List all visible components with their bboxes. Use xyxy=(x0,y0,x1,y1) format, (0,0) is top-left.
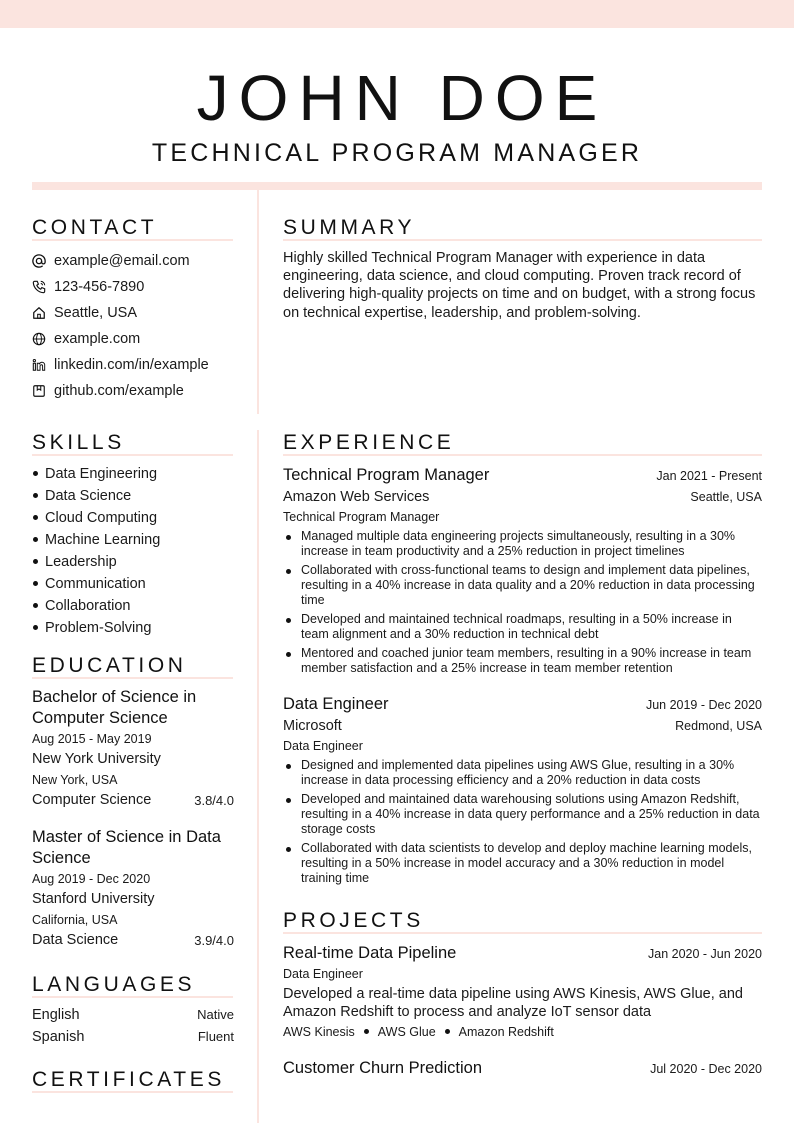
skill-label: Problem-Solving xyxy=(45,620,152,636)
contact-list xyxy=(32,248,242,404)
home-icon xyxy=(32,306,54,320)
skills-section-rule xyxy=(32,454,233,456)
bullet-icon xyxy=(33,471,38,476)
skill-item xyxy=(32,595,242,617)
skill-label: Data Engineering xyxy=(45,466,158,482)
skills-section-title: SKILLS xyxy=(32,431,125,454)
language-name: English xyxy=(32,1007,80,1023)
project-tag: Amazon Redshift xyxy=(458,1025,554,1039)
education-field: Data Science xyxy=(32,932,119,948)
skill-item xyxy=(32,573,242,595)
top-accent-band xyxy=(0,0,794,28)
job-company: Microsoft xyxy=(283,718,342,734)
contact-github-text: github.com/example xyxy=(54,383,184,399)
projects-section-title: PROJECTS xyxy=(283,909,424,932)
skill-label: Cloud Computing xyxy=(45,510,158,526)
summary-section-rule xyxy=(283,239,762,241)
education-degree: Bachelor of Science in Computer Science xyxy=(32,688,197,727)
skill-item xyxy=(32,485,242,507)
project-description: Developed a real-time data pipeline using AWS Kinesis, AWS Glue, and Amazon Redshift to process and analyze IoT sensor data xyxy=(283,986,743,1020)
education-degree: Master of Science in Data Science xyxy=(32,828,221,867)
project-tag: AWS Glue xyxy=(377,1025,436,1039)
skill-item xyxy=(32,617,242,639)
job-dates: Jan 2021 - Present xyxy=(656,469,762,483)
education-gpa: 3.8/4.0 xyxy=(194,793,234,808)
skill-label: Communication xyxy=(45,576,146,592)
summary-section-title: SUMMARY xyxy=(283,216,416,239)
skill-label: Data Science xyxy=(45,488,132,504)
skills-list xyxy=(32,463,242,639)
bullet-icon xyxy=(33,603,38,608)
contact-email-text: example@email.com xyxy=(54,253,190,269)
skill-item xyxy=(32,551,242,573)
project-entry xyxy=(283,942,762,1042)
education-field-row xyxy=(32,790,234,811)
language-level: Fluent xyxy=(197,1029,234,1044)
language-item xyxy=(32,1026,234,1048)
contact-phone[interactable] xyxy=(32,274,242,300)
education-entry xyxy=(32,827,234,951)
column-divider-bottom xyxy=(257,430,259,1123)
job-bullet: Mentored and coached junior team members, resulting in a 90% increase in team member satisfaction and a 25% increase in team member retention xyxy=(283,646,762,676)
bullet-icon xyxy=(445,1029,450,1034)
education-section-rule xyxy=(32,677,233,679)
education-school: New York University xyxy=(32,751,161,767)
experience-entry xyxy=(283,464,762,679)
experience-entry xyxy=(283,693,762,890)
job-bullet: Collaborated with data scientists to develop and deploy machine learning models, resulting in a 50% increase in model accuracy and a 30% reduction in model training time xyxy=(283,841,762,887)
job-bullets xyxy=(283,758,762,886)
education-gpa: 3.9/4.0 xyxy=(194,933,234,948)
project-dates: Jan 2020 - Jun 2020 xyxy=(648,947,762,961)
experience-section-title: EXPERIENCE xyxy=(283,431,455,454)
language-name: Spanish xyxy=(32,1029,85,1045)
project-title: Customer Churn Prediction xyxy=(283,1059,482,1077)
contact-location xyxy=(32,300,242,326)
bullet-icon xyxy=(33,493,38,498)
project-dates: Jul 2020 - Dec 2020 xyxy=(650,1062,762,1076)
contact-section-title: CONTACT xyxy=(32,216,158,239)
job-company: Amazon Web Services xyxy=(283,489,430,505)
project-tag: AWS Kinesis xyxy=(283,1025,355,1039)
job-bullet: Managed multiple data engineering projects simultaneously, resulting in a 30% increase in team productivity and a 25% reduction in project timelines xyxy=(283,529,762,559)
job-location: Seattle, USA xyxy=(690,490,762,504)
bullet-icon xyxy=(33,581,38,586)
job-bullet: Designed and implemented data pipelines using AWS Glue, resulting in a 30% increase in data processing efficiency and a 20% reduction in data costs xyxy=(283,758,762,788)
at-icon xyxy=(32,254,54,268)
contact-section-rule xyxy=(32,239,233,241)
education-location: California, USA xyxy=(32,913,118,927)
contact-website[interactable] xyxy=(32,326,242,352)
bullet-icon xyxy=(33,515,38,520)
contact-github[interactable] xyxy=(32,378,242,404)
language-level: Native xyxy=(197,1007,234,1022)
contact-website-text: example.com xyxy=(54,331,141,347)
education-field-row xyxy=(32,930,234,951)
language-item xyxy=(32,1004,234,1026)
languages-list xyxy=(32,1004,234,1048)
summary-text: Highly skilled Technical Program Manager with experience in data engineering, data science, and cloud computing. Proven track record of delivering high-quality projects on time and on budget, with a strong focus on technical expertise, leadership, and problem-solving. xyxy=(283,250,756,321)
globe-icon xyxy=(32,332,54,346)
education-entry xyxy=(32,687,234,811)
job-bullet: Developed and maintained data warehousing solutions using Amazon Redshift, resulting in a 40% increase in data query performance and a 25% reduction in data storage costs xyxy=(283,792,762,838)
contact-linkedin-text: linkedin.com/in/example xyxy=(54,357,209,373)
education-location: New York, USA xyxy=(32,773,118,787)
job-subtitle: Data Engineer xyxy=(283,739,363,753)
languages-section-rule xyxy=(32,996,233,998)
header-divider xyxy=(32,182,762,190)
certificates-section-title: CERTIFICATES xyxy=(32,1068,225,1091)
contact-location-text: Seattle, USA xyxy=(54,305,138,321)
skill-item xyxy=(32,463,242,485)
job-bullets xyxy=(283,529,762,676)
linkedin-icon xyxy=(32,358,54,372)
job-dates: Jun 2019 - Dec 2020 xyxy=(645,698,762,712)
experience-section-rule xyxy=(283,454,762,456)
education-section-title: EDUCATION xyxy=(32,654,187,677)
github-icon xyxy=(32,384,54,398)
bullet-icon xyxy=(33,625,38,630)
education-school: Stanford University xyxy=(32,891,155,907)
phone-icon xyxy=(32,280,54,294)
job-title: Technical Program Manager xyxy=(283,466,490,484)
certificates-section-rule xyxy=(32,1091,233,1093)
education-dates: Aug 2015 - May 2019 xyxy=(32,732,152,746)
contact-linkedin[interactable] xyxy=(32,352,242,378)
skill-item xyxy=(32,507,242,529)
languages-section-title: LANGUAGES xyxy=(32,973,196,996)
projects-section-rule xyxy=(283,932,762,934)
job-bullet: Collaborated with cross-functional teams to design and implement data pipelines, resulting in a 40% increase in data quality and a 20% reduction in data processing time xyxy=(283,563,762,609)
project-title: Real-time Data Pipeline xyxy=(283,944,457,962)
bullet-icon xyxy=(33,537,38,542)
skill-label: Machine Learning xyxy=(45,532,161,548)
job-bullet: Developed and maintained technical roadmaps, resulting in a 50% increase in team alignment and a 30% reduction in technical debt xyxy=(283,612,762,642)
education-field: Computer Science xyxy=(32,792,152,808)
job-subtitle: Technical Program Manager xyxy=(283,510,440,524)
contact-phone-text: 123-456-7890 xyxy=(54,279,145,295)
candidate-name: JOHN DOE xyxy=(196,62,608,134)
column-divider-top xyxy=(257,190,259,414)
contact-email[interactable] xyxy=(32,248,242,274)
job-location: Redmond, USA xyxy=(675,719,762,733)
bullet-icon xyxy=(33,559,38,564)
job-title: Data Engineer xyxy=(283,695,389,713)
skill-label: Collaboration xyxy=(45,598,131,614)
skill-item xyxy=(32,529,242,551)
candidate-role: TECHNICAL PROGRAM MANAGER xyxy=(151,139,643,167)
project-entry xyxy=(283,1057,762,1079)
bullet-icon xyxy=(364,1029,369,1034)
education-dates: Aug 2019 - Dec 2020 xyxy=(32,872,151,886)
skill-label: Leadership xyxy=(45,554,117,570)
project-subtitle: Data Engineer xyxy=(283,967,363,981)
project-tags xyxy=(283,1022,762,1042)
